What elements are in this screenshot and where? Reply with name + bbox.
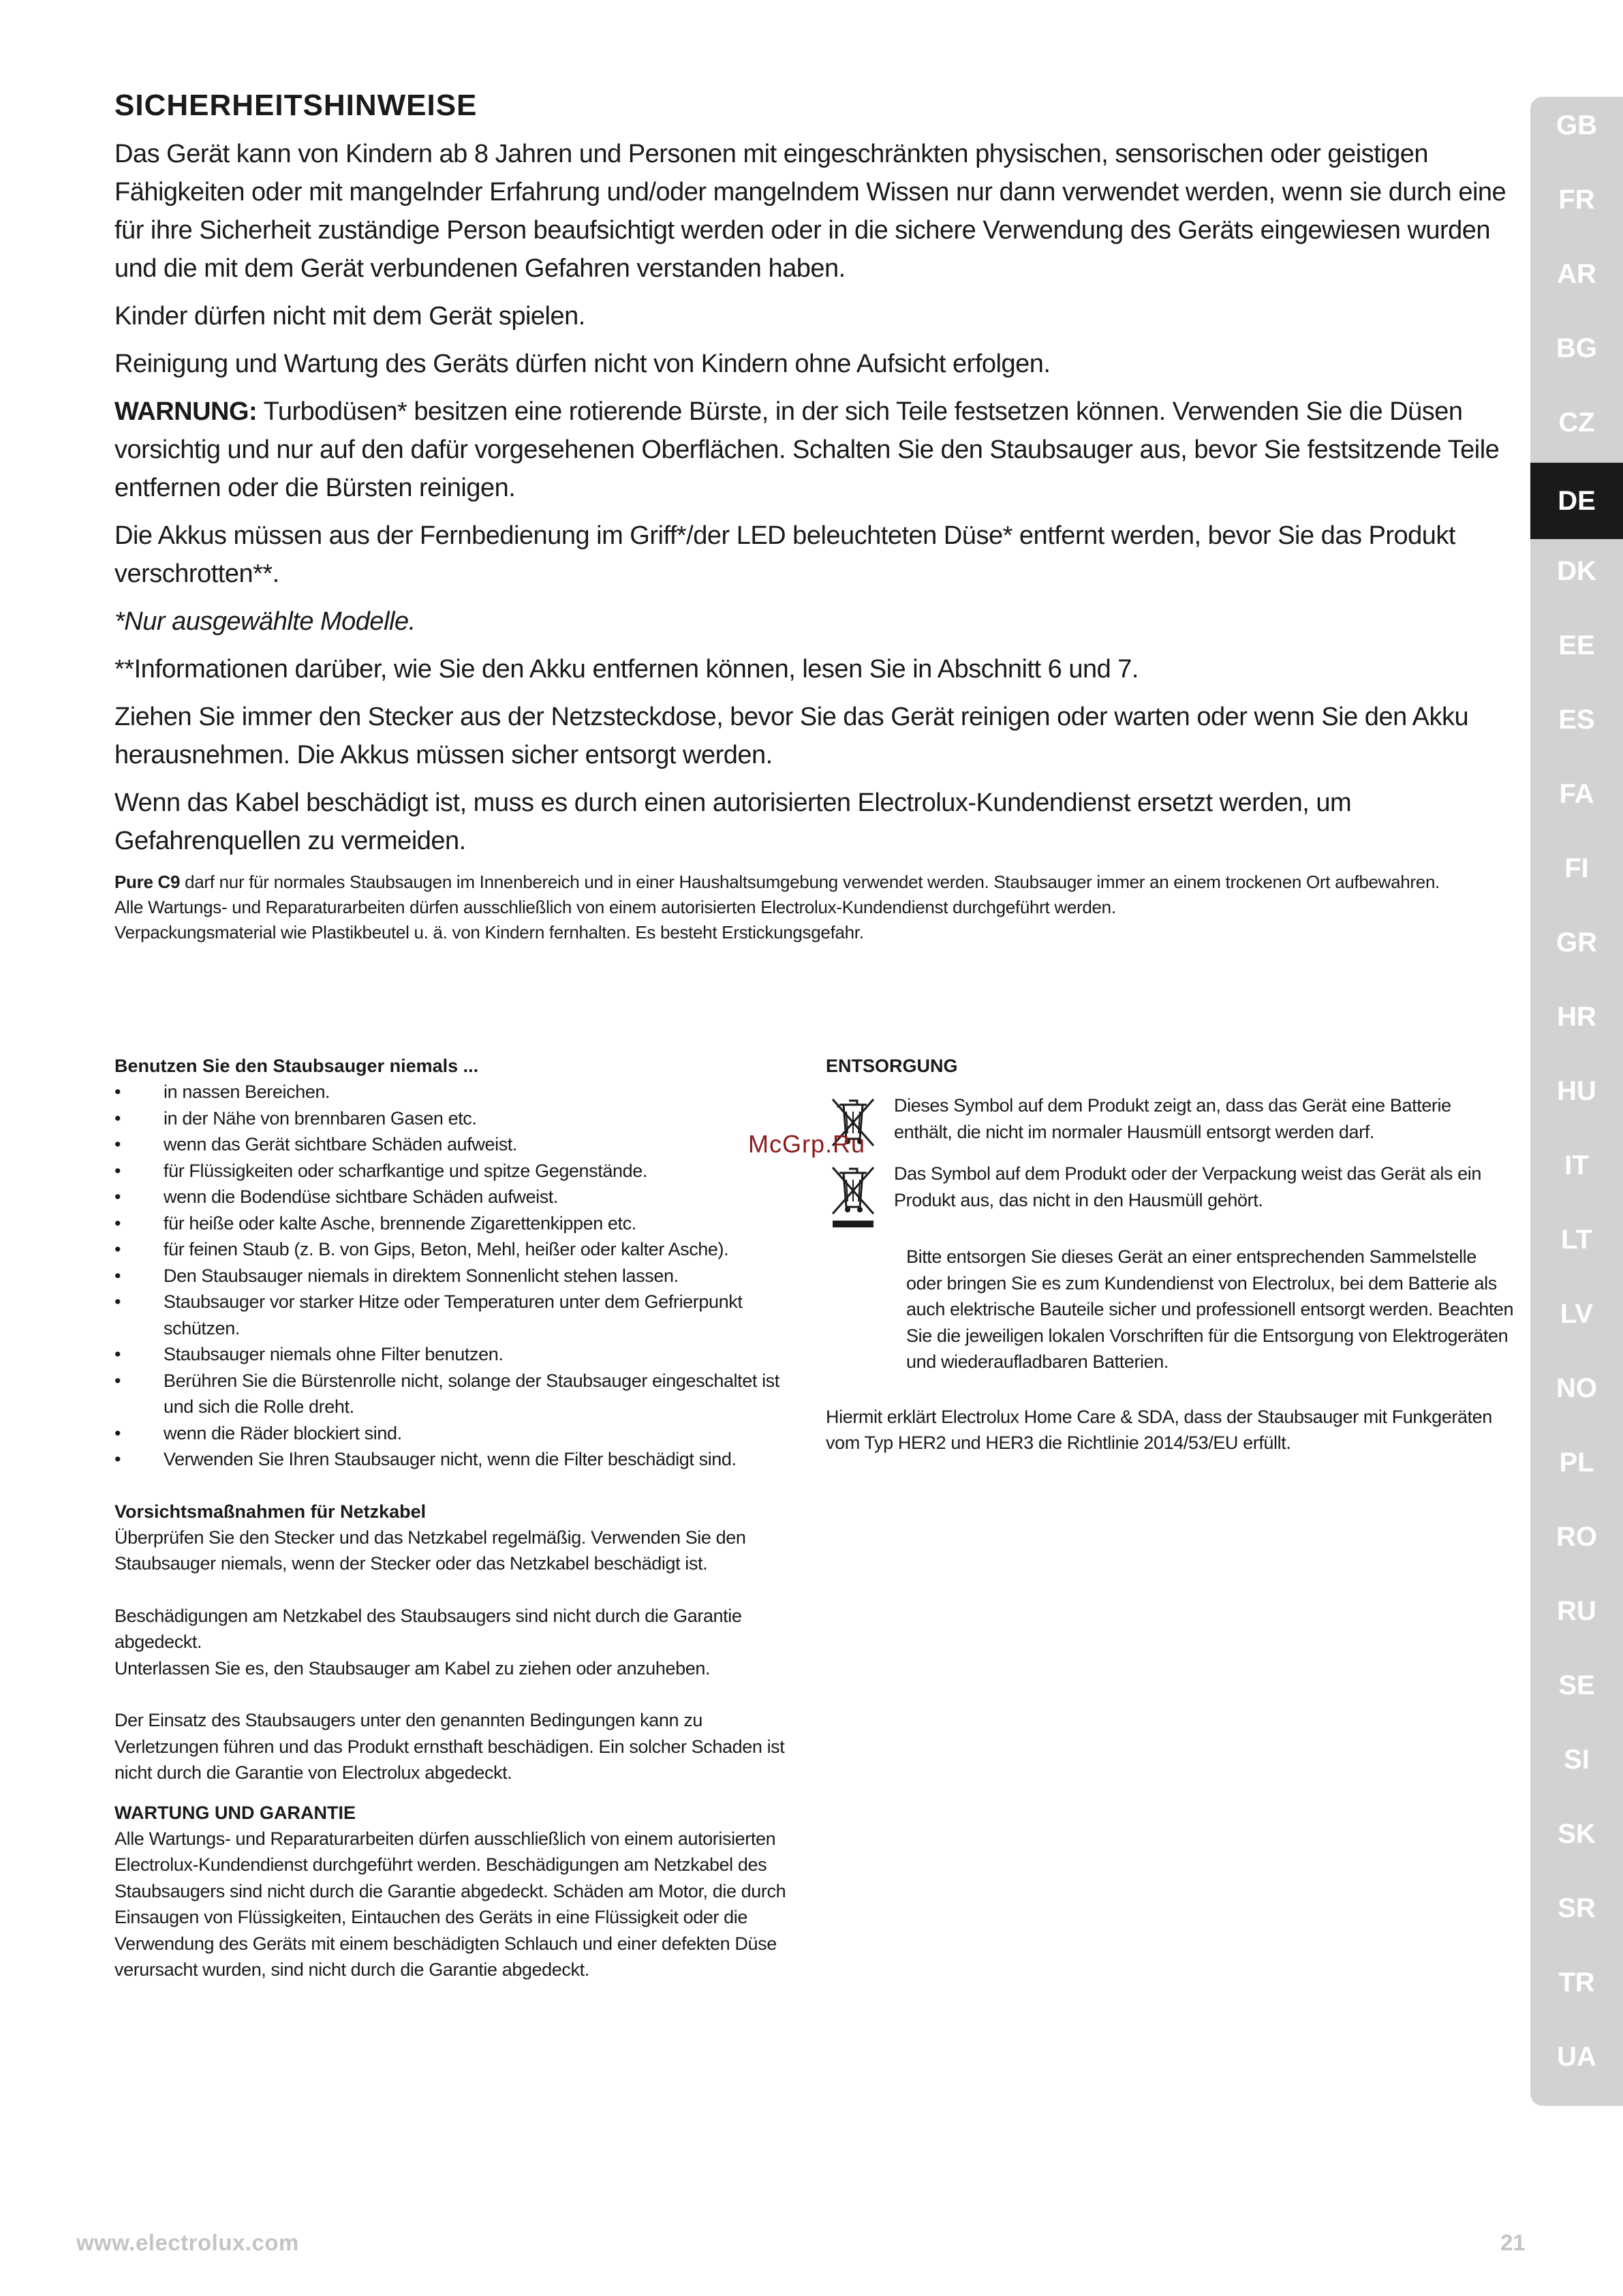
model-name: Pure C9 — [114, 872, 181, 892]
tab-language-lt[interactable]: LT — [1561, 1225, 1592, 1255]
cable-paragraph-check: Überprüfen Sie den Stecker und das Netzkabel regelmäßig. Verwenden Sie den Staubsauger niemals, wenn der Stecker oder das Netzkabel beschädigt ist. — [114, 1527, 746, 1574]
tab-language-cz[interactable]: CZ — [1558, 408, 1595, 438]
tab-language-ar[interactable]: AR — [1557, 259, 1596, 289]
product-disposal-text: Das Symbol auf dem Produkt oder der Verpackung weist das Gerät als ein Produkt aus, das nicht in den Hausmüll gehört. — [894, 1163, 1481, 1210]
left-column — [114, 1053, 796, 1983]
tab-language-gb[interactable]: GB — [1556, 110, 1597, 140]
tab-language-ee[interactable]: EE — [1558, 630, 1595, 660]
cable-paragraph-consequences: Der Einsatz des Staubsaugers unter den genannten Bedingungen kann zu Verletzungen führen und das Produkt ernsthaft beschädigen. Ein solcher Schaden ist nicht durch die Garantie von Electrolux abgedeckt. — [114, 1710, 785, 1783]
footer-url[interactable]: www.electrolux.com — [76, 2230, 299, 2255]
safety-title: SICHERHEITSHINWEISE — [114, 89, 478, 122]
tab-language-hr[interactable]: HR — [1557, 1002, 1596, 1032]
declaration-text: Hiermit erklärt Electrolux Home Care & SDA, dass der Staubsauger mit Funkgeräten vom Typ HER2 und HER3 die Richtlinie 2014/53/EU erfüllt. — [826, 1406, 1492, 1453]
tab-language-bg[interactable]: BG — [1556, 333, 1597, 363]
tab-language-ru[interactable]: RU — [1557, 1596, 1596, 1626]
tab-language-no[interactable]: NO — [1556, 1373, 1597, 1403]
safety-paragraph-play: Kinder dürfen nicht mit dem Gerät spielen. — [114, 302, 585, 331]
tab-language-si[interactable]: SI — [1564, 1745, 1590, 1775]
warranty-heading: WARTUNG UND GARANTIE — [114, 1802, 356, 1823]
list-item: • wenn die Räder blockiert sind. — [114, 1420, 796, 1447]
list-item: • Den Staubsauger niemals in direktem Sonnenlicht stehen lassen. — [114, 1263, 796, 1289]
warning-text: Turbodüsen* besitzen eine rotierende Bürste, in der sich Teile festsetzen können. Verwenden Sie die Düsen vorsichtig und nur auf den dafür vorgesehenen Oberflächen. Schalten Sie den Staubsauger aus, bevor Sie festsitzende Teile entfernen oder die Bürsten reinigen. — [114, 397, 1500, 502]
tab-language-gr[interactable]: GR — [1556, 928, 1597, 958]
never-use-heading: Benutzen Sie den Staubsauger niemals ... — [114, 1056, 479, 1076]
safety-usage-note: Pure C9 darf nur für normales Staubsaugen im Innenbereich und in einer Haushaltsumgebung verwendet werden. Staubsauger immer an einem trockenen Ort aufbewahren. — [114, 872, 1440, 892]
warranty-paragraph: Alle Wartungs- und Reparaturarbeiten dürfen ausschließlich von einem autorisierten Electrolux-Kundendienst durchgeführt werden. Beschädigungen am Netzkabel des Staubsaugers sind nicht durch die Garantie abgedeckt. Schäden am Motor, die durch Einsaugen von Flüssigkeiten, Eintauchen des Geräts in eine Flüssigkeit oder die Verwendung des Geräts mit einem beschädigten Schlauch und einer defekten Düse verursacht wurden, sind nicht durch die Garantie abgedeckt. — [114, 1828, 786, 1980]
safety-paragraph-batteries: Die Akkus müssen aus der Fernbedienung im Griff*/der LED beleuchteten Düse* entfernt werden, bevor Sie das Produkt verschrotten**. — [114, 521, 1455, 588]
cable-paragraph-warranty: Beschädigungen am Netzkabel des Staubsaugers sind nicht durch die Garantie abgedeckt. — [114, 1605, 742, 1652]
tab-language-fr[interactable]: FR — [1558, 185, 1595, 215]
list-item: • wenn das Gerät sichtbare Schäden aufweist. — [114, 1131, 796, 1158]
safety-paragraph-cable: Wenn das Kabel beschädigt ist, muss es durch einen autorisierten Electrolux-Kundendienst ersetzt werden, um Gefahrenquellen zu vermeiden. — [114, 789, 1352, 855]
tab-language-ro[interactable]: RO — [1556, 1522, 1597, 1552]
safety-service-note: Alle Wartungs- und Reparaturarbeiten dürfen ausschließlich von einem autorisierten Electrolux-Kundendienst durchgeführt werden. — [114, 897, 1116, 917]
list-item: • wenn die Bodendüse sichtbare Schäden aufweist. — [114, 1184, 796, 1210]
safety-paragraph-unplug: Ziehen Sie immer den Stecker aus der Netzsteckdose, bevor Sie das Gerät reinigen oder warten oder wenn Sie den Akku herausnehmen. Die Akkus müssen sicher entsorgt werden. — [114, 703, 1469, 769]
language-sidebar — [1530, 97, 1623, 2106]
tab-language-fa[interactable]: FA — [1559, 779, 1594, 809]
safety-packaging-note: Verpackungsmaterial wie Plastikbeutel u. ä. von Kindern fernhalten. Es besteht Erstickungsgefahr. — [114, 922, 864, 943]
disposal-heading: ENTSORGUNG — [826, 1056, 958, 1076]
safety-paragraph-cleaning: Reinigung und Wartung des Geräts dürfen nicht von Kindern ohne Aufsicht erfolgen. — [114, 350, 1051, 378]
list-item: • für heiße oder kalte Asche, brennende Zigarettenkippen etc. — [114, 1210, 796, 1237]
tab-language-fi[interactable]: FI — [1564, 853, 1589, 883]
list-item: • für Flüssigkeiten oder scharfkantige und spitze Gegenstände. — [114, 1158, 796, 1184]
tab-language-dk[interactable]: DK — [1557, 556, 1596, 586]
tab-language-tr[interactable]: TR — [1558, 1968, 1595, 1997]
battery-disposal-text: Dieses Symbol auf dem Produkt zeigt an, dass das Gerät eine Batterie enthält, die nicht im normaler Hausmüll entsorgt werden darf. — [894, 1095, 1451, 1142]
list-item: • Staubsauger niemals ohne Filter benutzen. — [114, 1341, 796, 1368]
tab-language-pl[interactable]: PL — [1559, 1448, 1594, 1478]
list-item: • Staubsauger vor starker Hitze oder Temperaturen unter dem Gefrierpunkt schützen. — [114, 1289, 796, 1341]
cable-paragraph-pull: Unterlassen Sie es, den Staubsauger am Kabel zu ziehen oder anzuheben. — [114, 1657, 711, 1679]
tab-language-lv[interactable]: LV — [1560, 1299, 1594, 1329]
tab-language-de-active[interactable]: DE — [1530, 463, 1623, 539]
tab-language-hu[interactable]: HU — [1557, 1076, 1596, 1106]
right-column — [826, 1053, 1514, 1456]
tab-language-ua[interactable]: UA — [1557, 2042, 1596, 2072]
safety-warning — [114, 393, 1509, 507]
list-item: • Berühren Sie die Bürstenrolle nicht, solange der Staubsauger eingeschaltet ist und sich die Rolle dreht. — [114, 1368, 796, 1420]
list-item: • Verwenden Sie Ihren Staubsauger nicht, wenn die Filter beschädigt sind. — [114, 1446, 796, 1473]
tab-language-sr[interactable]: SR — [1558, 1893, 1596, 1923]
never-use-list — [114, 1079, 796, 1473]
list-item: • für feinen Staub (z. B. von Gips, Beton, Mehl, heißer oder kalter Asche). — [114, 1236, 796, 1263]
crossed-bin-icon — [826, 1161, 894, 1231]
tab-language-es[interactable]: ES — [1558, 705, 1595, 735]
tab-language-sk[interactable]: SK — [1558, 1819, 1596, 1849]
safety-footnote-models: *Nur ausgewählte Modelle. — [114, 607, 416, 636]
list-item: • in nassen Bereichen. — [114, 1079, 796, 1105]
safety-section — [114, 89, 1509, 945]
battery-disposal-row — [826, 1092, 1514, 1148]
cable-heading: Vorsichtsmaßnahmen für Netzkabel — [114, 1501, 427, 1522]
page-number: 21 — [1500, 2230, 1526, 2255]
safety-footnote-battery-info: **Informationen darüber, wie Sie den Akku entfernen können, lesen Sie in Abschnitt 6 und 7. — [114, 655, 1139, 684]
safety-paragraph-children: Das Gerät kann von Kindern ab 8 Jahren und Personen mit eingeschränkten physischen, sensorischen oder geistigen Fähigkeiten oder mit mangelnder Erfahrung und/oder mangelndem Wissen nur dann verwendet werden, wenn sie durch eine für ihre Sicherheit zuständige Person beaufsichtigt werden oder in die sichere Verwendung des Geräts eingewiesen wurden und die mit dem Gerät verbundenen Gefahren verstanden haben. — [114, 140, 1506, 283]
disposal-instructions: Bitte entsorgen Sie dieses Gerät an einer entsprechenden Sammelstelle oder bringen Sie es zum Kundendienst von Electrolux, bei dem Batterie als auch elektrische Bauteile sicher und professionell entsorgt werden. Beachten Sie die jeweiligen lokalen Vorschriften für die Entsorgung von Elektrogeräten und wiederaufladbaren Batterien. — [906, 1246, 1514, 1372]
product-disposal-row — [826, 1161, 1514, 1231]
watermark-text: McGrp.Ru — [748, 1130, 866, 1158]
tab-language-it[interactable]: IT — [1564, 1150, 1589, 1180]
warning-label: WARNUNG: — [114, 397, 258, 426]
tab-language-se[interactable]: SE — [1558, 1670, 1595, 1700]
list-item: • in der Nähe von brennbaren Gasen etc. — [114, 1105, 796, 1132]
